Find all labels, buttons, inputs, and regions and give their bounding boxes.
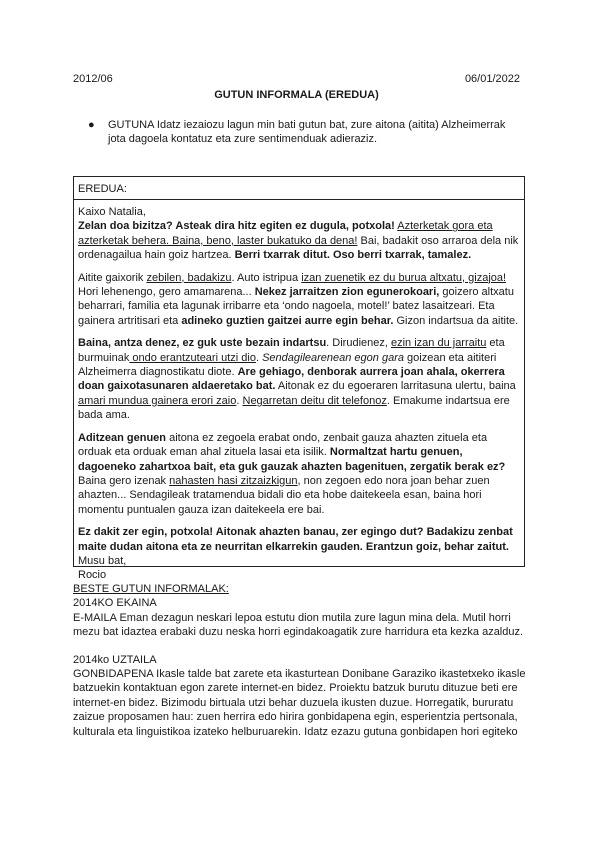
text: Bai, badakit oso arraroa dela nik ordenagailua hain goiz hartzea. — [78, 234, 519, 262]
text: Hori lehenengo, gero amamarena... — [78, 286, 255, 299]
model-letter-box — [73, 176, 525, 582]
text: Gizon indartsua da aitite. — [393, 314, 519, 327]
header-code: 2012/06 — [73, 73, 113, 85]
bold-text: Nekez jarraitzen zion egunerokoari, — [254, 286, 440, 299]
letter-closing: Musu bat, — [78, 554, 127, 567]
text: . — [255, 351, 263, 364]
letter-paragraph-3 — [78, 336, 520, 422]
item-date: 2014ko UZTAILA — [73, 653, 157, 666]
bullet-icon: ● — [88, 119, 95, 131]
underlined-text: izan zuenetik ez du burua altxatu, gizajoa! — [301, 271, 507, 284]
letter-paragraph-5 — [78, 525, 520, 554]
bold-text: Berri txarrak ditut. Oso berri txarrak, tamalez. — [234, 249, 472, 262]
page-title: GUTUN INFORMALA (EREDUA) — [214, 89, 379, 101]
other-letters-section — [73, 582, 533, 739]
underlined-text: amari mundua gainera erori zaio — [78, 394, 237, 407]
underlined-text: ezin izan du jarraitu — [390, 337, 487, 350]
text: Aitonak ez du egoeraren larritasuna ulertu, baina — [275, 380, 516, 393]
model-label: EREDUA: — [74, 177, 524, 200]
item-text: E-MAILA Eman dezagun neskari lepoa estutu dion mutila zure lagun mina dela. Mutil horri mezu bat idaztea erabaki duzu neska horri egindakoagatik zure harridura eta kezka azalduz. — [73, 611, 524, 639]
text: . — [236, 394, 243, 407]
underlined-text: Azterketak gora eta azterketak behera. Baina, beno, laster bukatuko da dena! — [78, 220, 493, 247]
underlined-text: nahasten hasi zitzaizkigun — [169, 474, 298, 487]
letter-paragraph-1 — [78, 219, 520, 262]
spacer — [73, 640, 533, 653]
page-header — [73, 72, 520, 86]
letter-paragraph-2 — [78, 271, 520, 329]
text: goizean eta aititeri Alzheimerra diagnostikatu diote. — [78, 351, 497, 379]
bold-text: Are gehiago, denborak aurrera joan ahala, okerrera doan gaixotasunaren aldaeretako bat. — [78, 366, 505, 393]
letter-signature: Rocio — [78, 569, 107, 582]
text: . Auto istripua — [231, 271, 302, 284]
item-date: 2014KO EKAINA — [73, 597, 157, 610]
text: , non zegoen edo nora joan behar zuen ahazten... Sendagileak tratamendua bidali dio eta hobe daitekeela esan, baina hori momentu puntualen gauza izan daitekeela ere bai. — [78, 474, 490, 516]
underlined-heading: BESTE GUTUN INFORMALAK: — [73, 583, 229, 595]
bold-text: Ez dakit zer egin, potxola! Aitonak ahazten banau, zer egingo dut? Badakizu zenbat maite dudan aitona eta ze neurritan elkarrekin gauden. Erantzun goiz, behar zaitut. — [78, 526, 513, 553]
underlined-text: Negarretan deitu dit telefonoz — [242, 394, 387, 407]
bold-text: Zelan doa bizitza? Asteak dira hitz egiten ez dugula, potxola! — [78, 220, 395, 233]
text: . Emakume indartsua ere bada ama. — [78, 394, 510, 422]
bold-text: Normaltzat hartu genuen, dagoeneko zahartxoa bait, eta guk gauzak ahazten bagenituen, zergatik berak ez? — [78, 446, 506, 473]
text: . Dirudienez, — [326, 337, 391, 350]
bold-text: Baina, antza denez, ez guk uste bezain indartsu — [78, 337, 327, 350]
bold-text: Aditzean genuen — [78, 431, 167, 444]
text: Baina gero izenak — [78, 474, 170, 487]
letter-greeting: Kaixo Natalia, — [78, 206, 146, 218]
bold-text: adineko guztien gaitzei aurre egin behar. — [181, 314, 394, 327]
header-date: 06/01/2022 — [464, 73, 520, 85]
letter-paragraph-4 — [78, 431, 520, 517]
text: Aitite gaixorik — [78, 271, 147, 284]
task-text: GUTUNA Idatz iezaiozu lagun min bati gutun bat, zure aitona (aitita) Alzheimerrak jota dagoela kontatuz eta zure sentimenduak adieraziz. — [108, 119, 506, 146]
underlined-text: ondo erantzuteari utzi dio — [129, 351, 256, 364]
other-letters-heading — [73, 582, 533, 596]
model-letter — [78, 205, 520, 583]
text: aitona ez zegoela erabat ondo, zenbait gauza ahazten zituela eta orduak eta orduak eman ahal zituela lasai eta isilik. — [78, 431, 488, 459]
underlined-text: zebilen, badakizu — [146, 271, 232, 284]
text: eta burmuinak — [78, 337, 505, 364]
text: goizero altxatu beharrari, familia eta lagunak irribarre eta ‘ondo nagoela, motel!’ batez lasaitzeari. Eta gainera artritisari eta — [78, 286, 514, 327]
italic-text: Sendagilearenean egon gara — [262, 351, 404, 364]
item-text: GONBIDAPENA Ikasle talde bat zarete eta ikasturtean Donibane Garaziko ikastetxeko ikasle batzuekin kontaktuan egon zarete internet-en bidez. Proiektu batzuk burutu dituzue beti ere internet-en bidez. Bizimodu birtuala utzi behar duzuela ikusten duzue. Horregatik, bururatu zaizue proposamen hau: zuen herrira edo hirira gonbidapena egin, esperientzia pertsonala, kulturala eta linguistikoa izateko helburuarekin. Idatz ezazu gutuna gonbidapen hori egiteko — [73, 668, 526, 738]
